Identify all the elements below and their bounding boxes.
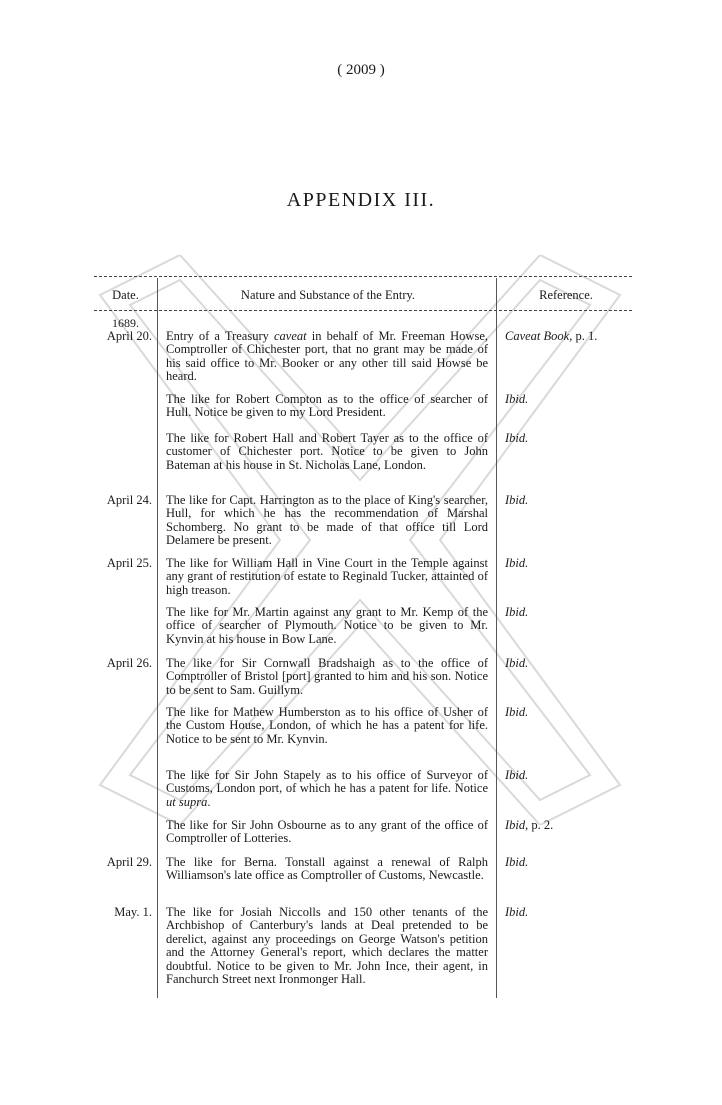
entry-text: The like for Capt. Harrington as to the place of King's searcher, Hull, for which he has the recommendation of Marshal Schomberg. No grant to be made of that office till Lord Delamere be present. [166,493,488,548]
entry-text: The like for Robert Compton as to the office of searcher of Hull. Notice be given to my Lord President. [166,392,488,420]
page-number: ( 2009 ) [337,62,385,78]
entry-date: April 25. [106,556,152,570]
entry-reference: Caveat Book, p. 1. [505,329,598,343]
entry-reference: Ibid. [505,605,529,619]
table-header-rule [94,310,632,311]
entry-text: The like for Sir John Osbourne as to any grant of the office of Comptroller of Lotteries. [166,818,488,846]
entry-date: May. 1. [114,905,152,919]
entry-reference: Ibid. [505,556,529,570]
entry-date: April 26. [106,656,152,670]
entry-reference: Ibid. [505,392,529,406]
table-top-rule [94,276,632,277]
entry-reference: Ibid. [505,905,529,919]
entry-text: The like for Sir Cornwall Bradshaigh as to the office of Comptroller of Bristol [port] granted to him and his son. Notice to be sent to Sam. Guillym. [166,656,488,697]
entry-reference: Ibid. [505,493,529,507]
entry-reference: Ibid. [505,705,529,719]
entry-text: Entry of a Treasury caveat in behalf of Mr. Freeman Howse, Comptroller of Chichester port, that no grant may be made of his said office to Mr. Booker or any other till said Howse be heard. [166,329,488,384]
entry-text: The like for William Hall in Vine Court in the Temple against any grant of restitution of estate to Reginald Tucker, attainted of high treason. [166,556,488,597]
entry-text: The like for Robert Hall and Robert Tayer as to the office of customer of Chichester port. Notice to be given to John Bateman at his house in St. Nicholas Lane, London. [166,431,488,472]
column-divider [157,278,158,998]
column-divider [496,278,497,998]
entry-text: The like for Berna. Tonstall against a renewal of Ralph Williamson's late office as Comptroller of Customs, Newcastle. [166,855,488,883]
entry-date: April 20. [106,329,152,343]
entry-text: The like for Sir John Stapely as to his office of Surveyor of Customs, London port, of which he has a patent for life. Notice ut supra. [166,768,488,809]
entry-text: The like for Mr. Martin against any grant to Mr. Kemp of the office of searcher of Plymouth. Notice to be given to Mr. Kynvin at his house in Bow Lane. [166,605,488,646]
entry-reference: Ibid. [505,656,529,670]
header-date: Date. [112,288,139,302]
entry-text: The like for Josiah Niccolls and 150 other tenants of the Archbishop of Canterbury's lands at Deal pretended to be derelict, against any proceedings on George Watson's petition and the Attorney General's report, which declares the matter doubtful. Notice to be given to Mr. John Ince, their agent, in Fanchurch Street next Ironmonger Hall. [166,905,488,987]
appendix-title: APPENDIX III. [286,189,436,211]
entry-text: The like for Mathew Humberston as to his office of Usher of the Custom House, London, of which he has a patent for life. Notice to be sent to Mr. Kynvin. [166,705,488,746]
header-reference: Reference. [539,288,593,302]
entry-reference: Ibid, p. 2. [505,818,554,832]
entry-reference: Ibid. [505,768,529,782]
entry-date: April 29. [106,855,152,869]
entry-date: April 24. [106,493,152,507]
header-nature: Nature and Substance of the Entry. [240,288,416,302]
entry-reference: Ibid. [505,431,529,445]
entry-reference: Ibid. [505,855,529,869]
year-label: 1689. [112,316,139,330]
